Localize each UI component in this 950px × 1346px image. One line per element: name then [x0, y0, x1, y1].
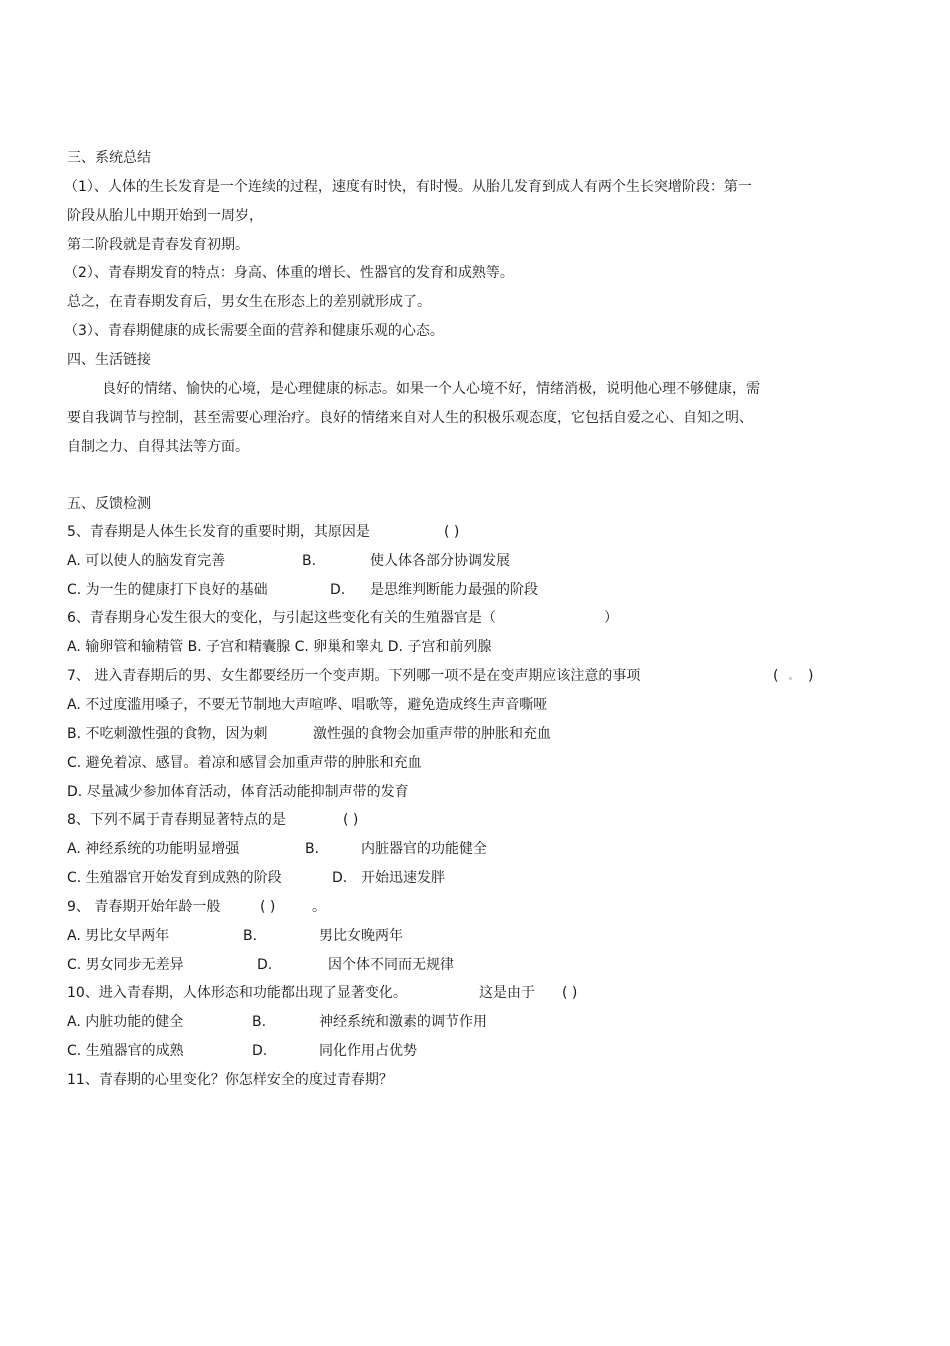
summary-point-3: （3）、青春期健康的成长需要全面的营养和健康乐观的心态。 — [64, 323, 444, 339]
question-7-paren-close: ) — [808, 668, 814, 684]
question-5-option-b-label: B. — [302, 553, 317, 569]
question-10-option-d: 同化作用占优势 — [319, 1043, 417, 1059]
life-paragraph-line-1: 良好的情绪、愉快的心境，是心理健康的标志。如果一个人心境不好，情绪消极，说明他心理不够健康，需 — [102, 381, 760, 397]
section-summary-title: 三、系统总结 — [67, 150, 151, 166]
question-8-answer-blank: ( ) — [343, 812, 359, 828]
question-6-paren-close: ） — [604, 610, 618, 626]
summary-point-1-line-1: （1）、人体的生长发育是一个连续的过程，速度有时快，有时慢。从胎儿发育到成人有两个生长突增阶段：第一 — [64, 179, 752, 195]
question-7-stem: 7、 进入青春期后的男、女生都要经历一个变声期。下列哪一项不是在变声期应该注意的事项 — [67, 668, 641, 684]
question-5-option-d-label: D. — [330, 582, 346, 598]
question-7-option-c: C. 避免着凉、感冒。着凉和感冒会加重声带的肿胀和充血 — [67, 755, 422, 771]
question-8-option-d: 开始迅速发胖 — [361, 870, 445, 886]
question-6-options: A. 输卵管和输精管 B. 子宫和精囊腺 C. 卵巢和睾丸 D. 子宫和前列腺 — [67, 639, 492, 655]
question-7-paren-open: ( — [773, 668, 779, 684]
question-9-option-a: A. 男比女早两年 — [67, 928, 170, 944]
question-10-option-c: C. 生殖器官的成熟 — [67, 1043, 184, 1059]
question-8-option-d-label: D. — [332, 870, 348, 886]
question-9-option-b-label: B. — [243, 928, 258, 944]
summary-point-1-line-3: 第二阶段就是青春发育初期。 — [67, 237, 249, 253]
question-10-option-b-label: B. — [252, 1014, 267, 1030]
summary-point-2: （2）、青春期发育的特点：身高、体重的增长、性器官的发育和成熟等。 — [64, 265, 514, 281]
question-6-stem: 6、青春期身心发生很大的变化，与引起这些变化有关的生殖器官是（ — [67, 610, 496, 626]
question-9-option-d: 因个体不同而无规律 — [328, 957, 454, 973]
summary-conclusion: 总之，在青春期发育后，男女生在形态上的差别就形成了。 — [67, 294, 431, 310]
question-9-option-b: 男比女晚两年 — [319, 928, 403, 944]
question-10-stem-tail: 这是由于 — [479, 985, 535, 1001]
question-8-option-c: C. 生殖器官开始发育到成熟的阶段 — [67, 870, 282, 886]
question-7-option-b-part-2: 激性强的食物会加重声带的肿胀和充血 — [313, 726, 551, 742]
question-9-stem: 9、 青春期开始年龄一般 — [67, 899, 221, 915]
question-5-option-c: C. 为一生的健康打下良好的基础 — [67, 582, 268, 598]
life-paragraph-line-2: 要自我调节与控制，甚至需要心理治疗。良好的情绪来自对人生的积极乐观态度，它包括自爱之心、自知之明、 — [67, 410, 753, 426]
question-5-option-a: A. 可以使人的脑发育完善 — [67, 553, 226, 569]
summary-point-1-line-2: 阶段从胎儿中期开始到一周岁， — [67, 208, 263, 224]
question-5-answer-blank: ( ) — [444, 524, 460, 540]
question-10-answer-blank: ( ) — [562, 985, 578, 1001]
life-paragraph-line-3: 自制之力、自得其法等方面。 — [67, 439, 249, 455]
question-10-stem: 10、进入青春期，人体形态和功能都出现了显著变化。 — [67, 985, 407, 1001]
question-5-stem: 5、青春期是人体生长发育的重要时期，其原因是 — [67, 524, 370, 540]
answer-mark-dot — [789, 677, 792, 680]
question-9-tail: 。 — [312, 899, 326, 915]
question-10-option-a: A. 内脏功能的健全 — [67, 1014, 184, 1030]
question-5-option-d: 是思维判断能力最强的阶段 — [370, 582, 538, 598]
question-8-option-a: A. 神经系统的功能明显增强 — [67, 841, 240, 857]
question-11-stem: 11、青春期的心里变化？你怎样安全的度过青春期？ — [67, 1072, 393, 1088]
question-7-option-d: D. 尽量减少参加体育活动，体育活动能抑制声带的发育 — [67, 784, 409, 800]
question-8-option-b: 内脏器官的功能健全 — [361, 841, 487, 857]
question-7-option-a: A. 不过度滥用嗓子，不要无节制地大声喧哗、唱歌等，避免造成终生声音嘶哑 — [67, 697, 548, 713]
question-9-option-c: C. 男女同步无差异 — [67, 957, 184, 973]
question-9-option-d-label: D. — [257, 957, 273, 973]
section-feedback-title: 五、反馈检测 — [67, 496, 151, 512]
question-9-answer-blank: ( ) — [260, 899, 276, 915]
section-life-title: 四、生活链接 — [67, 352, 151, 368]
question-10-option-b: 神经系统和激素的调节作用 — [319, 1014, 487, 1030]
question-5-option-b: 使人体各部分协调发展 — [370, 553, 510, 569]
question-8-stem: 8、下列不属于青春期显著特点的是 — [67, 812, 286, 828]
question-10-option-d-label: D. — [252, 1043, 268, 1059]
question-8-option-b-label: B. — [305, 841, 320, 857]
question-7-option-b-part-1: B. 不吃刺激性强的食物，因为刺 — [67, 726, 268, 742]
